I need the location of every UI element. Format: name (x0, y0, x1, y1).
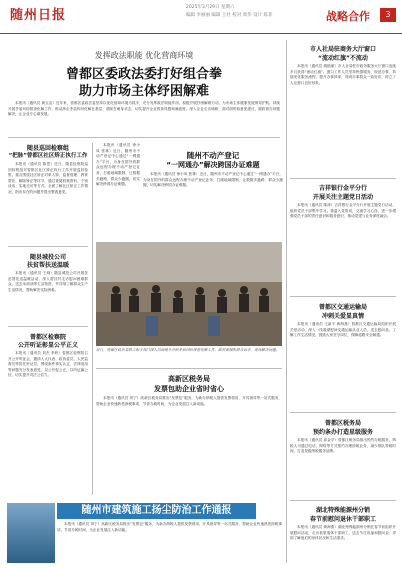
divider (8, 137, 280, 138)
divider (8, 326, 88, 327)
lead-body (8, 101, 280, 134)
a3-body (8, 351, 88, 491)
a5-title-2: 发票包助企业省时省心 (154, 385, 224, 393)
b5-title-2: 春节前慰问退休干部职工 (309, 516, 376, 523)
b4-body (290, 438, 396, 496)
a4-body (143, 172, 283, 238)
photo-illustration (96, 242, 282, 346)
a4-intro-text: 本报讯（通讯员 徐小凤 张林）近日，随州市不动产登记中心通过“一网通办”平台，为身在国外的群众远程办理不动产登记业务，打破地域限制，让数据多跑路、群众少跑腿，切实解决跨国办证难题。 (96, 143, 140, 187)
a3-body-text: 本报讯（通讯员 刘杰 李妍）曾都区检察院召开公开听证会，邀请人大代表、政协委员、人民监督员等担任听证员，围绕案件事实认定、法律适用等问题充分发表意见，以公开促公正，以听证赢公信，切实提升司法公信力。 (8, 351, 88, 378)
a1-title-1: 随县巡回检察组 (26, 145, 69, 152)
date-line: 2025年3月29日 星期六 (186, 5, 235, 10)
banner-body-text: 本报讯（通讯员 刘宁）高新区税务局推出“发票包”服务，为新办纳税人提供发票领用、开具指导等一站式服务，帮助企业快速熟悉涉税事项，节省办税时间，为企业发展注入新动能。 (57, 522, 282, 532)
divider (96, 368, 282, 369)
b5-body (290, 525, 396, 565)
column-divider (286, 40, 287, 563)
b1-body (290, 64, 396, 174)
a5-body (96, 396, 282, 496)
b1-title-2: “流动红旗”不流动 (318, 55, 368, 62)
a5-body-text: 本报讯（通讯员 刘宁）高新区税务局推出“发票包”服务，为新办纳税人提供发票领用、开具指导等一站式服务，帮助企业快速熟悉涉税事项，节省办税时间，为企业发展注入新动能。 (96, 396, 282, 406)
a2-body-text: 本报讯（通讯员 王晓）随县城投公司开展扶贫帮扶送温暖活动，深入帮扶村走访慰问困难群众，送去米面油等生活物资，并详细了解群众生产生活情况，帮助解决实际困难。 (8, 271, 88, 292)
b5-title-1: 湖北特殊能源州分销 (315, 507, 370, 514)
a4-intro (96, 143, 140, 238)
editor-line: 编辑 李丽丽 编辑 王杜 校对 周华 设计 陈菲 (186, 13, 273, 18)
b3-body-text: 本报讯（通讯员 王新宇 黄海燕）曾都区交通运输局组织开展关爱活动，深入一线看望慰问交通运输从业人员，送去慰问品，了解工作生活情况，鼓励大家坚守岗位，保障道路安全畅通。 (290, 322, 396, 338)
column-divider (92, 143, 93, 495)
lead-kicker: 发挥政法职能 优化营商环境 (94, 51, 194, 60)
divider (290, 178, 396, 179)
divider (8, 246, 88, 247)
news-photo (96, 242, 282, 346)
a1-body-text: 本报讯（通讯员 陈思）近日，随县检察院巡回检察组对曾都区社区矫正执行工作开展巡回检察，重点围绕社区矫正对象入矫、监督管理、教育帮扶、解除矫正等环节，通过查阅档案资料、个别谈话、实地走访等方式，全面了解社区矫正工作情况，指出存在的问题并提出整改意见。 (8, 162, 88, 194)
section-title: 战略合作 (326, 10, 370, 23)
b4-title-1: 曾都区税务局 (324, 420, 361, 427)
lead-headline-1: 曾都区委政法委打好组合拳 (65, 67, 222, 82)
b2-body-text: 本报讯（通讯员 陈涛）吉祥银行金平分行开展主题党日活动，组织党员干部集中学习，重温入党誓词，交流学习心得，进一步增强党员干部的责任意识和服务意识，推动党建与业务深度融合。 (290, 203, 396, 219)
page-number: 3 (380, 8, 396, 22)
lead-headline-2: 助力市场主体纾困解难 (78, 84, 209, 99)
b2-title-2: 开展关注主题党日活动 (312, 194, 373, 201)
a5-title-1: 高新区税务局 (168, 375, 210, 383)
b2-title-1: 吉祥银行金平分行 (318, 185, 367, 192)
b1-body-text: 本报讯（通讯员 姚艳丽）市人社局驻市政务服务大厅窗口连续多月获得“流动红旗”。窗口工作人员坚持热情服务、规范办事，持续优化服务流程，提升办事效率，得到办事群众一致好评，树立了人社窗口良好形象。 (290, 64, 396, 85)
masthead (0, 0, 402, 34)
a2-title-1: 随县城投公司 (29, 254, 66, 261)
divider (290, 296, 396, 297)
banner-body (57, 522, 282, 564)
newspaper-logo: 随州日报 (10, 8, 67, 23)
b1-title-1: 市人社局驻商务大厅窗口 (309, 46, 376, 53)
a1-title-2: “把脉”曾都区社区矫正执行工作 (8, 153, 88, 159)
banner-image (7, 503, 55, 563)
a1-body (8, 162, 88, 242)
divider (290, 412, 396, 413)
b3-title-2: 冲刺关爱显真情 (321, 313, 364, 320)
a4-title-1: 随州不动产登记 (186, 151, 240, 160)
b5-body-text: 本报讯（通讯员 黄海燕）湖北特殊能源州分销在春节前组织开展慰问活动，走访看望退休干部职工，送去节日祝福和慰问金，详细了解他们的身体状况和生活需求。 (290, 525, 396, 541)
bottom-banner-title: 随州市建筑施工扬尘防治工作通报 (57, 503, 256, 519)
a3-title-1: 曾都区检察院 (29, 334, 66, 341)
a2-body (8, 271, 88, 321)
a3-title-2: 公开听证彰显公平正义 (17, 342, 78, 349)
b3-body (290, 322, 396, 408)
divider (290, 500, 396, 501)
b4-title-2: 预约条办打造星级服务 (312, 429, 373, 436)
a4-body-text: 本报讯（通讯员 徐小凤 张林）近日，随州市不动产登记中心通过“一网通办”平台，为身在国外的群众远程办理不动产登记业务，打破地域限制，让数据多跑路、群众少跑腿，切实解决跨国办证难题。 (143, 172, 283, 188)
b3-title-1: 曾都区交通运输局 (318, 304, 367, 311)
b4-body-text: 本报讯（通讯员 高金平）曾都区税务局推出预约办税服务，纳税人可通过电话、网络等方式预约办理涉税业务，减少排队等候时间，打造星级纳税服务品牌。 (290, 438, 396, 454)
b2-body (290, 203, 396, 293)
a2-title-2: 扶贫帮扶送温暖 (26, 262, 69, 269)
a4-title-2: “一网通办”解决跨国办证难题 (166, 161, 260, 169)
lead-body-text: 本报讯（通讯员 黄玉洁）近年来，曾都区委政法委坚持以优化营商环境为抓手，充分发挥政法职能作用，积极开展纾困解难行动，为市场主体健康发展保驾护航。持续开展矛盾纠纷排查化解工作，推动涉企矛盾纠纷化解在基层、消除在萌芽状态，切实提升企业的获得感和满意度。深入企业走访调研，面对面听取意见建议，跟踪督办问题解决，让企业专心谋发展。 (8, 101, 280, 117)
photo-caption: 近日，曾都区政法委联合相关部门深入田间地头开展矛盾纠纷排查化解工作，面对面倾听群众诉求，现场解决问题。 (96, 348, 280, 352)
